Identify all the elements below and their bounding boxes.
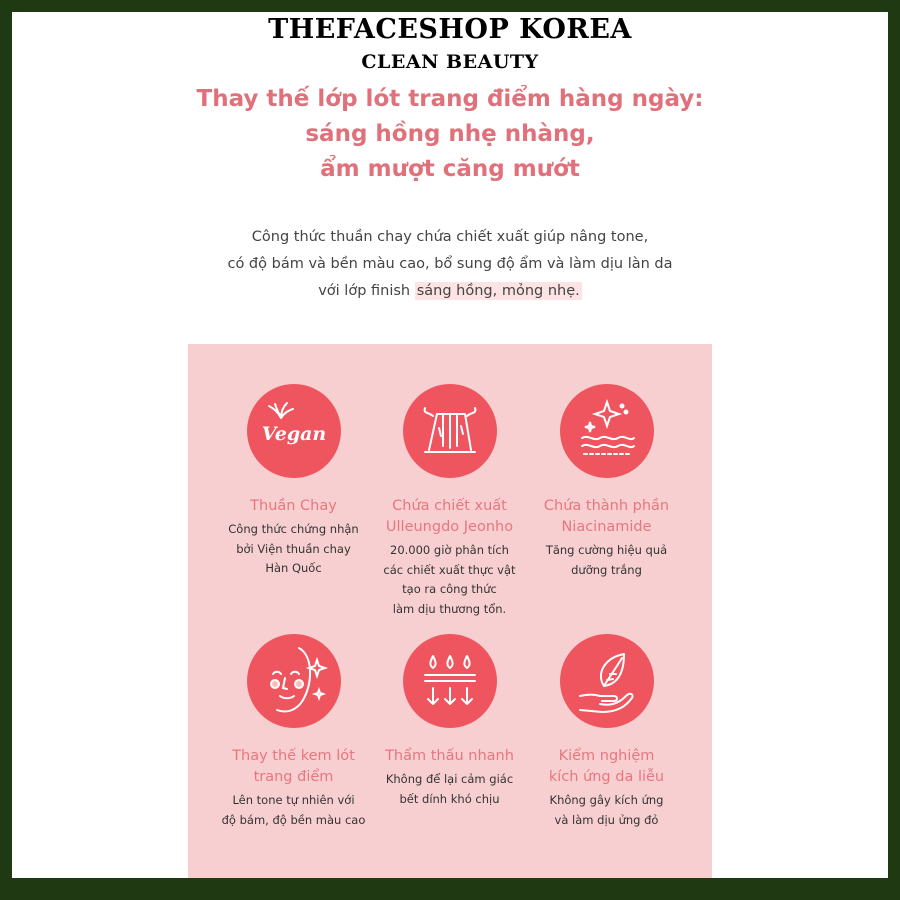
feature-desc-line: các chiết xuất thực vật: [383, 562, 516, 577]
feature-desc: [519, 541, 694, 580]
feature-desc: [362, 770, 537, 809]
feature-title-line: Chứa chiết xuất: [392, 498, 507, 514]
intro-line-2: có độ bám và bền màu cao, bổ sung độ ẩm và làm dịu làn da: [227, 256, 673, 272]
feature-desc-line: tạo ra công thức: [402, 582, 497, 596]
feature-desc-line: làm dịu thương tổn.: [392, 601, 507, 616]
feature-desc-line: 20.000 giờ phân tích: [390, 543, 509, 557]
intro-text: [12, 224, 888, 305]
feature-title: [206, 746, 381, 788]
feature-desc-line: Tăng cường hiệu quả: [545, 543, 668, 557]
vegan-icon: [247, 384, 341, 478]
water-drops-absorb-icon: [403, 634, 497, 728]
feature-title-line: kích ứng da liễu: [548, 769, 665, 785]
feature-desc-line: Không để lại cảm giác: [385, 772, 514, 786]
feature-title: [519, 746, 694, 788]
feature-title-line: Chứa thành phần: [543, 498, 670, 514]
leaf-hand-icon: [560, 634, 654, 728]
feature-title: [206, 496, 381, 517]
feature-desc-line: Hàn Quốc: [265, 561, 322, 575]
feature-title-line: Thuần Chay: [250, 498, 337, 514]
headline-line-1: Thay thế lớp lót trang điểm hàng ngày:: [196, 86, 704, 112]
brand-subtitle: CLEAN BEAUTY: [361, 51, 539, 73]
feature-desc-line: Lên tone tự nhiên với: [232, 793, 355, 807]
feature-ulleungdo: [362, 384, 537, 619]
feature-vegan: [206, 384, 381, 579]
feature-desc-line: Công thức chứng nhận: [228, 522, 359, 536]
feature-title-line: Thẩm thấu nhanh: [385, 748, 514, 764]
image-frame: [12, 12, 888, 878]
feature-desc-line: và làm dịu ửng đỏ: [554, 812, 659, 827]
feature-niacinamide: [519, 384, 694, 580]
waterfall-icon: [403, 384, 497, 478]
feature-desc-line: bởi Viện thuần chay: [236, 541, 351, 556]
feature-desc: [362, 541, 537, 619]
feature-desc-line: bết dính khó chịu: [399, 791, 500, 806]
headline-line-3: ẩm mượt căng mướt: [320, 156, 580, 182]
face-glow-icon: [247, 634, 341, 728]
feature-desc-line: Không gây kích ứng: [549, 793, 664, 807]
vegan-icon-text: Vegan: [261, 423, 326, 445]
feature-title-line: Kiểm nghiệm: [558, 748, 655, 764]
feature-desc: [519, 791, 694, 830]
feature-title: [362, 496, 537, 538]
feature-desc: [206, 520, 381, 579]
feature-desc-line: độ bám, độ bền màu cao: [221, 812, 366, 827]
sparkle-skin-icon: [560, 384, 654, 478]
feature-title-line: Ulleungdo Jeonho: [385, 519, 514, 535]
feature-title-line: Thay thế kem lót: [232, 748, 355, 764]
feature-dermatology: [519, 634, 694, 830]
feature-title-line: trang điểm: [253, 769, 334, 785]
feature-title: [519, 496, 694, 538]
feature-desc: [206, 791, 381, 830]
intro-highlight: sáng hồng, mỏng nhẹ.: [416, 283, 580, 299]
feature-absorb: [362, 634, 537, 809]
headline-line-2: sáng hồng nhẹ nhàng,: [305, 121, 595, 147]
feature-title: [362, 746, 537, 767]
features-panel: [188, 344, 712, 878]
intro-line-3: [12, 278, 888, 305]
feature-title-line: Niacinamide: [561, 519, 652, 535]
feature-primer: [206, 634, 381, 830]
headline: [12, 82, 888, 187]
brand-title: THEFACESHOP KOREA: [268, 14, 632, 45]
intro-line-1: Công thức thuần chay chứa chiết xuất giúp nâng tone,: [251, 229, 649, 245]
feature-desc-line: dưỡng trắng: [571, 562, 642, 577]
intro-line-3-plain: với lớp finish: [318, 283, 415, 299]
